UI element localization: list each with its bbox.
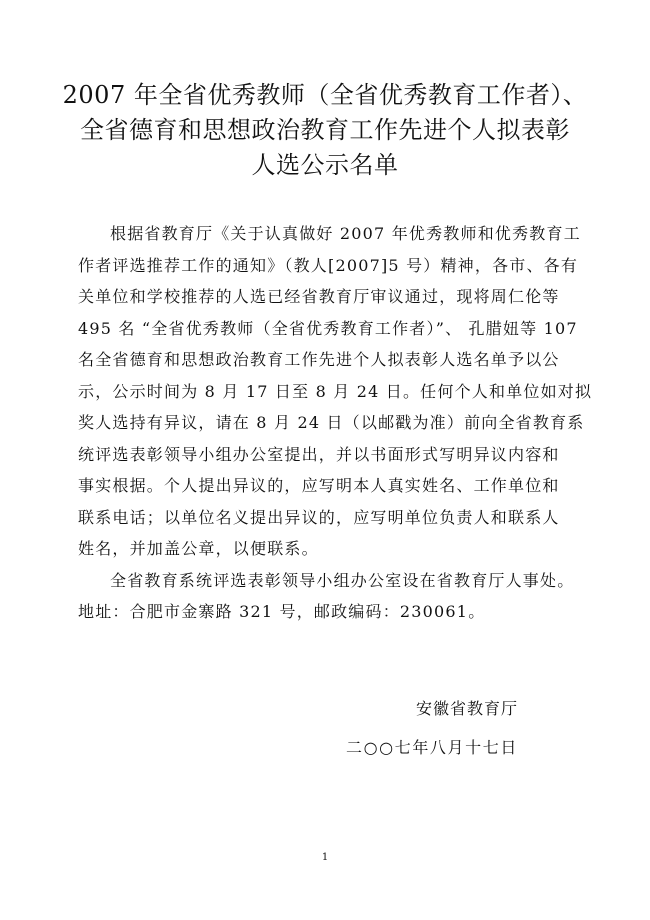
paragraph-2-line: 地址：合肥市金寨路 321 号，邮政编码：230061。 xyxy=(78,602,486,621)
paragraph-1-line: 示，公示时间为 8 月 17 日至 8 月 24 日。任何个人和单位如对拟 xyxy=(78,381,593,401)
title-line-1: 2007 年全省优秀教师（全省优秀教育工作者）、 xyxy=(62,81,588,109)
title-line-2: 全省德育和思想政治教育工作先进个人拟表彰 xyxy=(80,116,570,144)
signature-date: 二○○七年八月十七日 xyxy=(346,738,518,757)
title-line-3: 人选公示名单 xyxy=(251,151,399,179)
paragraph-1-line: 奖人选持有异议，请在 8 月 24 日（以邮戳为准）前向全省教育系 xyxy=(78,413,585,432)
paragraph-1-line: 事实根据。个人提出异议的，应写明本人真实姓名、工作单位和 xyxy=(78,476,560,495)
paragraph-1-line: 姓名，并加盖公章，以便联系。 xyxy=(78,539,319,558)
paragraph-1-line: 统评选表彰领导小组办公室提出，并以书面形式写明异议内容和 xyxy=(78,444,560,464)
page-number: 1 xyxy=(321,852,329,863)
paragraph-1-line: 495 名 “全省优秀教师（全省优秀教育工作者）”、 孔腊妞等 107 xyxy=(78,318,578,338)
paragraph-1-line: 名全省德育和思想政治教育工作先进个人拟表彰人选名单予以公 xyxy=(78,350,560,369)
signature-organization: 安徽省教育厅 xyxy=(416,699,519,718)
paragraph-1-line: 作者评选推荐工作的通知》（教人[2007]5 号）精神，各市、各有 xyxy=(78,255,579,275)
paragraph-1-line: 关单位和学校推荐的人选已经省教育厅审议通过，现将周仁伦等 xyxy=(78,287,560,306)
paragraph-2-line: 全省教育系统评选表彰领导小组办公室设在省教育厅人事处。 xyxy=(110,570,575,590)
paragraph-1-line: 联系电话；以单位名义提出异议的，应写明单位负责人和联系人 xyxy=(78,507,560,527)
paragraph-1-line: 根据省教育厅《关于认真做好 2007 年优秀教师和优秀教育工 xyxy=(110,224,581,243)
document-title xyxy=(60,78,590,183)
document-body xyxy=(78,218,593,628)
